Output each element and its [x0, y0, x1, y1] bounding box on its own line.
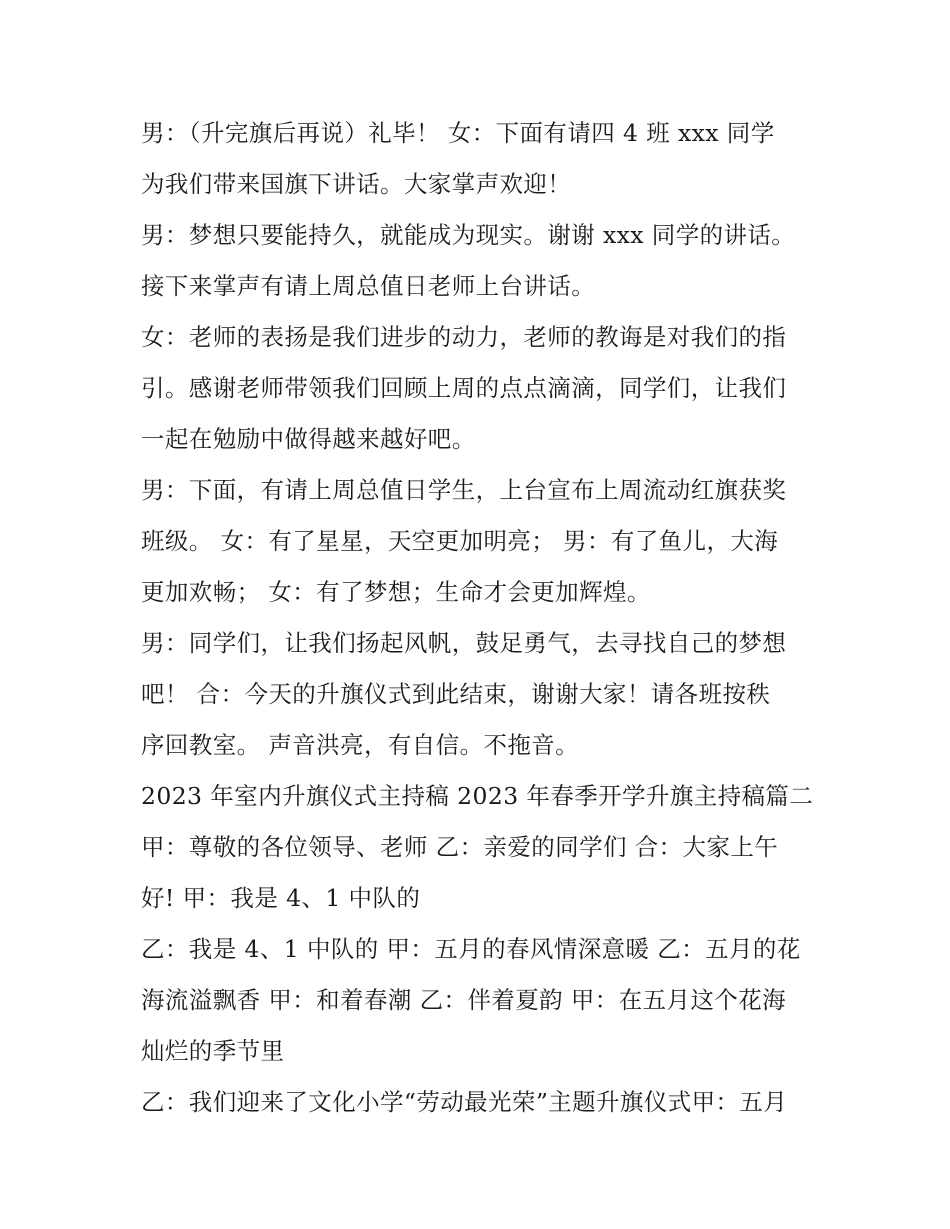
text-line: 海流溢飘香 甲：和着春潮 乙：伴着夏韵 甲：在五月这个花海: [141, 986, 787, 1014]
text-line: 乙：我们迎来了文化小学“劳动最光荣”主题升旗仪式甲：五月: [141, 1088, 788, 1116]
text-line: 更加欢畅； 女：有了梦想；生命才会更加辉煌。: [141, 578, 651, 606]
text-line: 灿烂的季节里: [141, 1037, 285, 1065]
text-line: 好! 甲：我是 4、1 中队的: [141, 884, 421, 912]
text-line: 女：老师的表扬是我们进步的动力，老师的教诲是对我们的指: [141, 323, 787, 351]
text-line: 甲：尊敬的各位领导、老师 乙：亲爱的同学们 合：大家上午: [141, 833, 779, 861]
text-line: 男：梦想只要能持久，就能成为现实。谢谢 xxx 同学的讲话。: [141, 221, 796, 249]
text-line: 男：同学们，让我们扬起风帆，鼓足勇气，去寻找自己的梦想: [141, 629, 787, 657]
text-line: 男：下面，有请上周总值日学生，上台宣布上周流动红旗获奖: [141, 476, 787, 504]
text-line: 一起在勉励中做得越来越好吧。: [141, 425, 476, 453]
text-line: 序回教室。 声音洪亮，有自信。不拖音。: [141, 731, 580, 759]
text-line: 男：（升完旗后再说）礼毕！ 女：下面有请四 4 班 xxx 同学: [141, 119, 775, 147]
text-line: 吧！ 合：今天的升旗仪式到此结束，谢谢大家！请各班按秩: [141, 680, 771, 708]
text-line: 为我们带来国旗下讲话。大家掌声欢迎！: [141, 170, 572, 198]
document-body: [141, 108, 821, 1128]
text-line: 班级。 女：有了星星，天空更加明亮； 男：有了鱼儿，大海: [141, 527, 779, 555]
text-line: 乙：我是 4、1 中队的 甲：五月的春风情深意暖 乙：五月的花: [141, 935, 801, 963]
text-line: 引。感谢老师带领我们回顾上周的点点滴滴，同学们，让我们: [141, 374, 787, 402]
text-line: 接下来掌声有请上周总值日老师上台讲话。: [141, 272, 596, 300]
section-heading: 2023 年室内升旗仪式主持稿 2023 年春季开学升旗主持稿篇二: [141, 782, 814, 810]
